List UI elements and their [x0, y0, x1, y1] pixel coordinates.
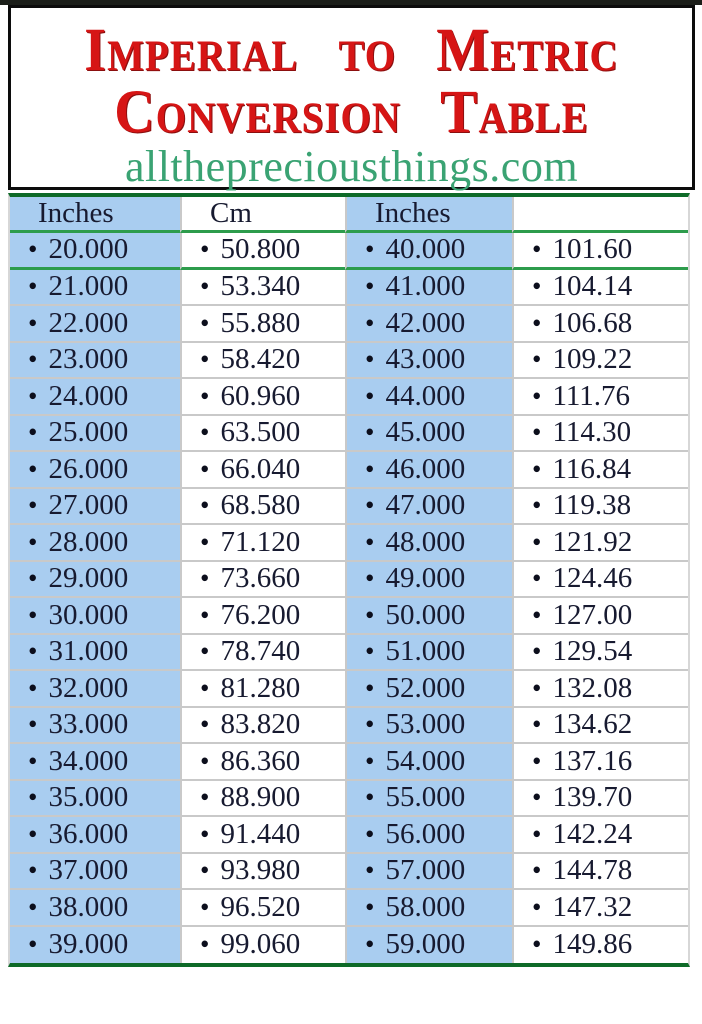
table-cell	[180, 525, 345, 562]
table-cell	[512, 306, 688, 343]
table-row	[10, 233, 688, 270]
table-row	[10, 890, 688, 927]
cell-value: 149.86	[552, 928, 633, 961]
cell-value: 48.000	[385, 525, 466, 558]
bullet-icon: •	[200, 490, 210, 521]
cell-value: 55.000	[385, 781, 466, 814]
bullet-icon: •	[28, 307, 38, 338]
table-cell	[180, 416, 345, 453]
cell-value: 42.000	[385, 306, 466, 339]
table-cell	[10, 708, 180, 745]
table-cell	[180, 817, 345, 854]
bullet-icon: •	[532, 855, 542, 886]
table-cell	[10, 635, 180, 672]
bullet-icon: •	[200, 818, 210, 849]
cell-value: 71.120	[220, 525, 301, 558]
cell-value: 36.000	[48, 817, 129, 850]
cell-value: 38.000	[48, 890, 129, 923]
table-cell	[345, 854, 512, 891]
cell-value: 40.000	[385, 233, 466, 266]
cell-value: 147.32	[552, 890, 633, 923]
table-cell	[512, 525, 688, 562]
table-cell	[180, 890, 345, 927]
column-header-0: Inches	[10, 197, 180, 233]
conversion-table	[10, 197, 688, 963]
table-cell	[512, 233, 688, 270]
table-cell	[10, 927, 180, 964]
table-cell	[180, 343, 345, 380]
cell-value: 25.000	[48, 416, 129, 449]
cell-value: 34.000	[48, 744, 129, 777]
bullet-icon: •	[200, 563, 210, 594]
bullet-icon: •	[28, 891, 38, 922]
cell-value: 101.60	[552, 233, 633, 266]
cell-value: 37.000	[48, 854, 129, 887]
bullet-icon: •	[28, 855, 38, 886]
bullet-icon: •	[365, 453, 375, 484]
cell-value: 142.24	[552, 817, 633, 850]
bullet-icon: •	[28, 672, 38, 703]
bullet-icon: •	[200, 526, 210, 557]
table-cell	[180, 635, 345, 672]
table-cell	[345, 379, 512, 416]
cell-value: 116.84	[552, 452, 632, 485]
cell-value: 46.000	[385, 452, 466, 485]
bullet-icon: •	[200, 271, 210, 302]
bullet-icon: •	[532, 526, 542, 557]
cell-value: 121.92	[552, 525, 633, 558]
bullet-icon: •	[532, 672, 542, 703]
table-cell	[180, 306, 345, 343]
bullet-icon: •	[532, 380, 542, 411]
bullet-icon: •	[200, 855, 210, 886]
cell-value: 86.360	[220, 744, 301, 777]
bullet-icon: •	[365, 307, 375, 338]
table-cell	[10, 744, 180, 781]
cell-value: 21.000	[48, 270, 129, 303]
cell-value: 58.000	[385, 890, 466, 923]
bullet-icon: •	[365, 526, 375, 557]
bullet-icon: •	[365, 745, 375, 776]
cell-value: 51.000	[385, 635, 466, 668]
cell-value: 53.340	[220, 270, 301, 303]
cell-value: 31.000	[48, 635, 129, 668]
bullet-icon: •	[28, 271, 38, 302]
cell-value: 124.46	[552, 562, 633, 595]
table-cell	[345, 416, 512, 453]
table-cell	[180, 452, 345, 489]
cell-value: 54.000	[385, 744, 466, 777]
bullet-icon: •	[28, 417, 38, 448]
table-cell	[345, 489, 512, 526]
cell-value: 57.000	[385, 854, 466, 887]
column-header-1: Cm	[180, 197, 345, 233]
table-cell	[180, 233, 345, 270]
cell-value: 104.14	[552, 270, 633, 303]
table-cell	[10, 270, 180, 307]
cell-value: 127.00	[552, 598, 633, 631]
table-row	[10, 598, 688, 635]
table-cell	[512, 890, 688, 927]
table-cell	[10, 817, 180, 854]
cell-value: 114.30	[552, 416, 632, 449]
cell-value: 20.000	[48, 233, 129, 266]
bullet-icon: •	[28, 380, 38, 411]
cell-value: 59.000	[385, 928, 466, 961]
cell-value: 119.38	[552, 489, 632, 522]
table-cell	[180, 562, 345, 599]
cell-value: 50.000	[385, 598, 466, 631]
table-cell	[512, 270, 688, 307]
table-cell	[345, 562, 512, 599]
bullet-icon: •	[200, 344, 210, 375]
cell-value: 109.22	[552, 343, 633, 376]
table-cell	[345, 708, 512, 745]
table-cell	[10, 452, 180, 489]
cell-value: 91.440	[220, 817, 301, 850]
bullet-icon: •	[365, 709, 375, 740]
cell-value: 39.000	[48, 928, 129, 961]
table-cell	[180, 854, 345, 891]
table-cell	[180, 270, 345, 307]
table-row	[10, 452, 688, 489]
table-cell	[345, 306, 512, 343]
column-header-2: Inches	[345, 197, 512, 233]
bullet-icon: •	[28, 453, 38, 484]
bullet-icon: •	[365, 234, 375, 265]
column-header-3	[512, 197, 688, 233]
bullet-icon: •	[365, 818, 375, 849]
cell-value: 41.000	[385, 270, 466, 303]
bullet-icon: •	[28, 526, 38, 557]
cell-value: 81.280	[220, 671, 301, 704]
page-title-line-2: Conversion Table	[114, 78, 589, 147]
bullet-icon: •	[28, 599, 38, 630]
bullet-icon: •	[28, 745, 38, 776]
bullet-icon: •	[532, 453, 542, 484]
bullet-icon: •	[28, 234, 38, 265]
bullet-icon: •	[532, 417, 542, 448]
table-row	[10, 525, 688, 562]
cell-value: 28.000	[48, 525, 129, 558]
cell-value: 73.660	[220, 562, 301, 595]
table-row	[10, 270, 688, 307]
table-cell	[10, 306, 180, 343]
table-cell	[10, 489, 180, 526]
bullet-icon: •	[365, 599, 375, 630]
bullet-icon: •	[532, 709, 542, 740]
cell-value: 68.580	[220, 489, 301, 522]
cell-value: 26.000	[48, 452, 129, 485]
bullet-icon: •	[365, 417, 375, 448]
table-cell	[345, 817, 512, 854]
bullet-icon: •	[365, 380, 375, 411]
table-cell	[345, 343, 512, 380]
bullet-icon: •	[365, 672, 375, 703]
cell-value: 60.960	[220, 379, 301, 412]
bullet-icon: •	[28, 709, 38, 740]
table-cell	[512, 708, 688, 745]
bullet-icon: •	[28, 344, 38, 375]
table-cell	[512, 671, 688, 708]
table-header-row	[10, 197, 688, 233]
cell-value: 33.000	[48, 708, 129, 741]
table-cell	[180, 744, 345, 781]
cell-value: 44.000	[385, 379, 466, 412]
cell-value: 83.820	[220, 708, 301, 741]
table-cell	[512, 379, 688, 416]
table-row	[10, 744, 688, 781]
cell-value: 132.08	[552, 671, 633, 704]
table-row	[10, 854, 688, 891]
table-row	[10, 416, 688, 453]
cell-value: 88.900	[220, 781, 301, 814]
cell-value: 93.980	[220, 854, 301, 887]
bullet-icon: •	[200, 929, 210, 960]
cell-value: 58.420	[220, 343, 301, 376]
bullet-icon: •	[365, 563, 375, 594]
website-url: allthepreciousthings.com	[124, 142, 579, 191]
table-cell	[345, 233, 512, 270]
table-cell	[180, 598, 345, 635]
cell-value: 45.000	[385, 416, 466, 449]
cell-value: 24.000	[48, 379, 129, 412]
bullet-icon: •	[365, 929, 375, 960]
table-cell	[10, 781, 180, 818]
cell-value: 137.16	[552, 744, 633, 777]
bullet-icon: •	[200, 745, 210, 776]
table-cell	[10, 890, 180, 927]
table-cell	[512, 781, 688, 818]
table-row	[10, 708, 688, 745]
table-cell	[345, 598, 512, 635]
table-row	[10, 306, 688, 343]
cell-value: 49.000	[385, 562, 466, 595]
cell-value: 53.000	[385, 708, 466, 741]
bullet-icon: •	[200, 891, 210, 922]
table-cell	[180, 708, 345, 745]
cell-value: 56.000	[385, 817, 466, 850]
table-cell	[345, 270, 512, 307]
table-cell	[512, 416, 688, 453]
table-row	[10, 817, 688, 854]
bullet-icon: •	[532, 599, 542, 630]
page-title-line-1: Imperial to Metric	[84, 16, 619, 85]
table-cell	[10, 854, 180, 891]
table-cell	[512, 343, 688, 380]
table-cell	[512, 744, 688, 781]
bullet-icon: •	[365, 891, 375, 922]
table-cell	[345, 452, 512, 489]
table-cell	[345, 927, 512, 964]
table-cell	[180, 927, 345, 964]
cell-value: 111.76	[552, 379, 631, 412]
cell-value: 43.000	[385, 343, 466, 376]
cell-value: 55.880	[220, 306, 301, 339]
table-cell	[10, 343, 180, 380]
table-cell	[180, 671, 345, 708]
cell-value: 23.000	[48, 343, 129, 376]
table-cell	[512, 489, 688, 526]
bullet-icon: •	[532, 745, 542, 776]
bullet-icon: •	[365, 636, 375, 667]
bullet-icon: •	[532, 271, 542, 302]
cell-value: 29.000	[48, 562, 129, 595]
bullet-icon: •	[28, 929, 38, 960]
bullet-icon: •	[365, 490, 375, 521]
bullet-icon: •	[532, 929, 542, 960]
cell-value: 47.000	[385, 489, 466, 522]
bullet-icon: •	[532, 563, 542, 594]
title-box	[8, 5, 695, 190]
table-cell	[10, 562, 180, 599]
bullet-icon: •	[532, 234, 542, 265]
bullet-icon: •	[28, 490, 38, 521]
cell-value: 99.060	[220, 928, 301, 961]
bullet-icon: •	[28, 782, 38, 813]
bullet-icon: •	[200, 234, 210, 265]
table-row	[10, 343, 688, 380]
bullet-icon: •	[365, 782, 375, 813]
table-row	[10, 781, 688, 818]
table-cell	[512, 854, 688, 891]
bullet-icon: •	[532, 891, 542, 922]
cell-value: 129.54	[552, 635, 633, 668]
table-cell	[10, 671, 180, 708]
bullet-icon: •	[532, 782, 542, 813]
bullet-icon: •	[200, 672, 210, 703]
table-cell	[10, 379, 180, 416]
table-cell	[345, 671, 512, 708]
table-cell	[10, 233, 180, 270]
cell-value: 76.200	[220, 598, 301, 631]
bullet-icon: •	[365, 855, 375, 886]
table-cell	[10, 598, 180, 635]
cell-value: 50.800	[220, 233, 301, 266]
table-cell	[512, 817, 688, 854]
bullet-icon: •	[200, 709, 210, 740]
table-body	[10, 233, 688, 963]
bullet-icon: •	[200, 380, 210, 411]
bullet-icon: •	[28, 563, 38, 594]
cell-value: 96.520	[220, 890, 301, 923]
cell-value: 106.68	[552, 306, 633, 339]
table-cell	[345, 781, 512, 818]
cell-value: 144.78	[552, 854, 633, 887]
table-cell	[512, 562, 688, 599]
cell-value: 27.000	[48, 489, 129, 522]
cell-value: 139.70	[552, 781, 633, 814]
bullet-icon: •	[200, 636, 210, 667]
cell-value: 66.040	[220, 452, 301, 485]
table-cell	[180, 379, 345, 416]
table-cell	[345, 635, 512, 672]
bullet-icon: •	[200, 307, 210, 338]
table-row	[10, 379, 688, 416]
bullet-icon: •	[200, 782, 210, 813]
cell-value: 32.000	[48, 671, 129, 704]
bullet-icon: •	[365, 271, 375, 302]
table-cell	[345, 525, 512, 562]
table-row	[10, 635, 688, 672]
bullet-icon: •	[532, 344, 542, 375]
table-cell	[10, 525, 180, 562]
table-cell	[512, 635, 688, 672]
bullet-icon: •	[200, 453, 210, 484]
bullet-icon: •	[532, 818, 542, 849]
cell-value: 52.000	[385, 671, 466, 704]
table-row	[10, 489, 688, 526]
table-cell	[345, 744, 512, 781]
bullet-icon: •	[200, 599, 210, 630]
bullet-icon: •	[532, 636, 542, 667]
table-cell	[10, 416, 180, 453]
table-row	[10, 671, 688, 708]
bullet-icon: •	[200, 417, 210, 448]
bullet-icon: •	[365, 344, 375, 375]
cell-value: 78.740	[220, 635, 301, 668]
table-cell	[512, 598, 688, 635]
table-cell	[512, 927, 688, 964]
table-cell	[180, 489, 345, 526]
cell-value: 63.500	[220, 416, 301, 449]
bullet-icon: •	[532, 490, 542, 521]
table-cell	[345, 890, 512, 927]
table-row	[10, 562, 688, 599]
bullet-icon: •	[28, 818, 38, 849]
cell-value: 22.000	[48, 306, 129, 339]
cell-value: 134.62	[552, 708, 633, 741]
table-row	[10, 927, 688, 964]
table-cell	[180, 781, 345, 818]
cell-value: 30.000	[48, 598, 129, 631]
table-cell	[512, 452, 688, 489]
bullet-icon: •	[532, 307, 542, 338]
bullet-icon: •	[28, 636, 38, 667]
cell-value: 35.000	[48, 781, 129, 814]
conversion-table-wrap	[8, 193, 690, 967]
